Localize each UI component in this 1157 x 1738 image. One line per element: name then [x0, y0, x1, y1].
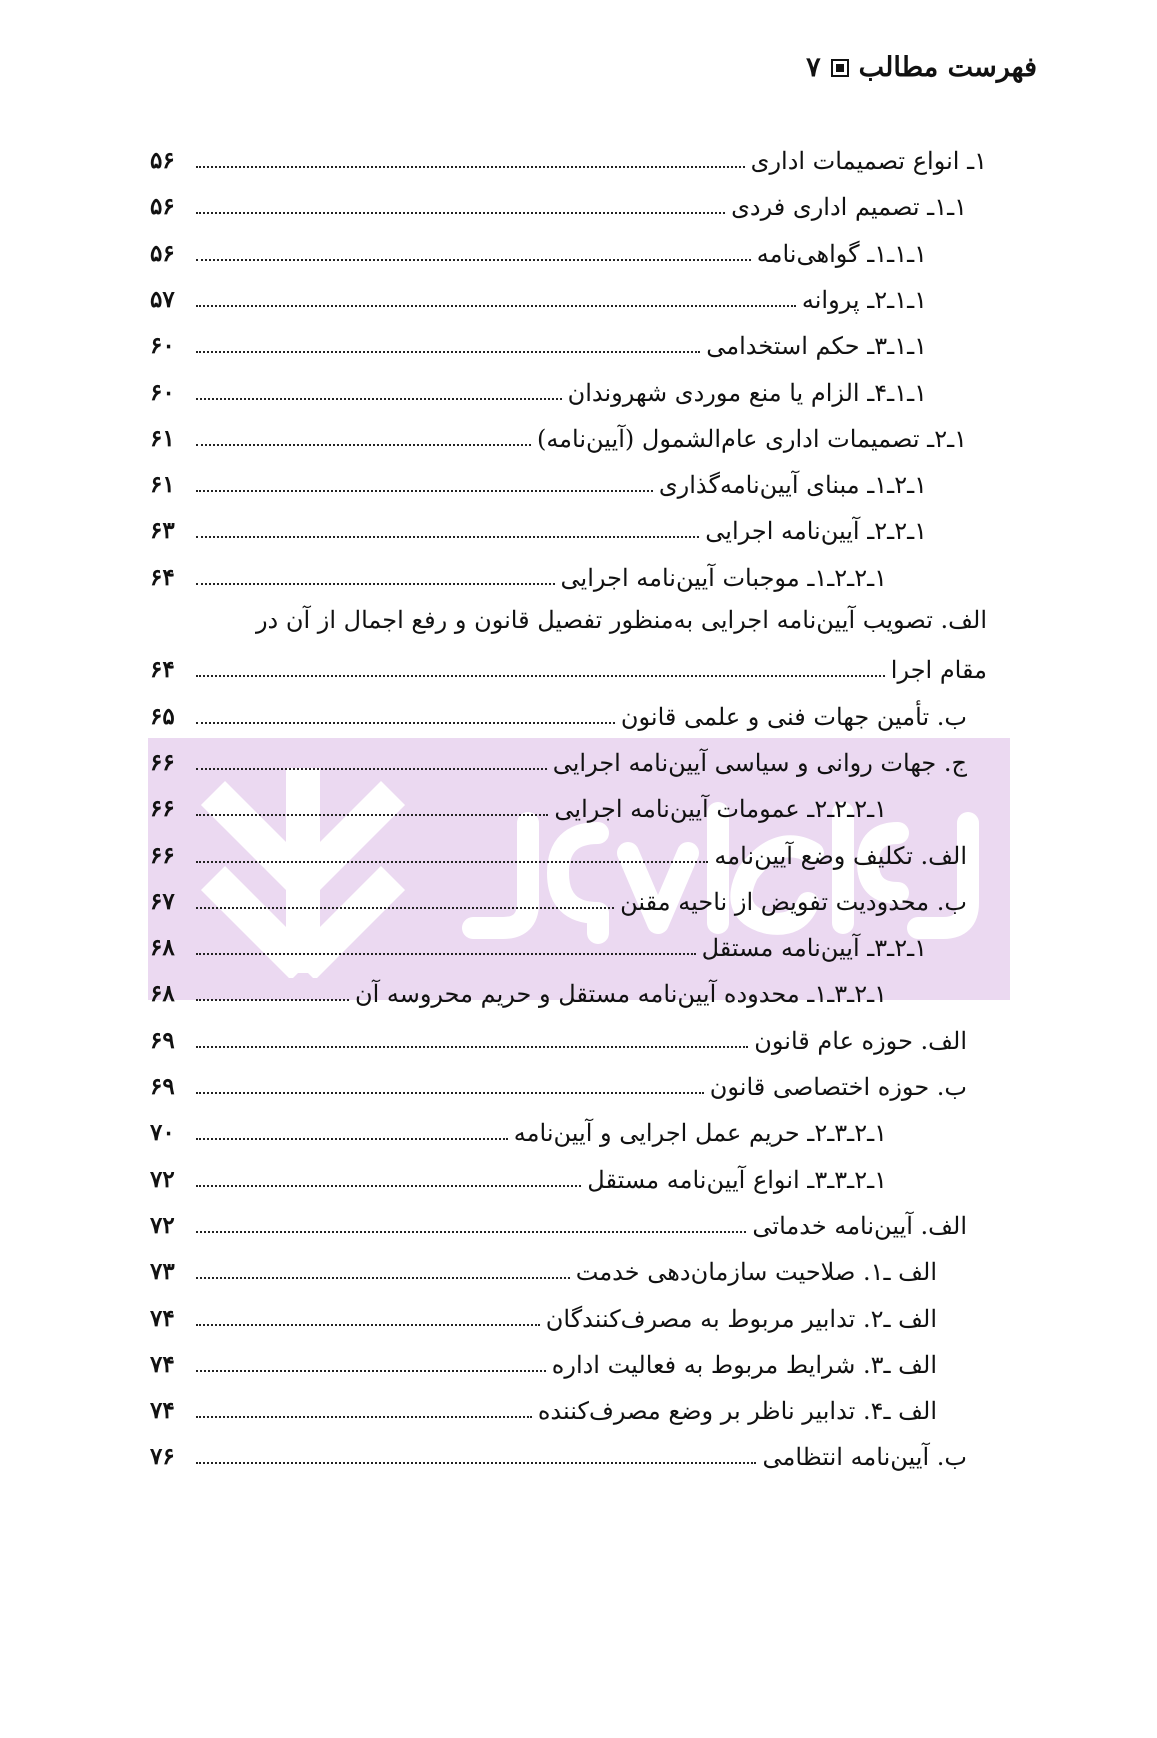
dot-leader [196, 398, 562, 400]
toc-entry-title: ۱ـ۲ـ تصمیمات اداری عام‌الشمول (آیین‌نامه) [536, 424, 967, 453]
toc-entry[interactable] [150, 1010, 967, 1056]
toc-entry-page-number: ۵۶ [150, 193, 175, 221]
toc-entry-page-number: ۵۷ [150, 285, 175, 313]
dot-leader [196, 305, 796, 307]
toc-entry[interactable] [150, 130, 987, 176]
toc-entry-title: مقام اجرا [890, 656, 987, 685]
toc-entry-title: ۱ـ۲ـ۳ـ۳ـ انواع آیین‌نامه مستقل [587, 1165, 887, 1194]
toc-entry[interactable] [150, 1241, 937, 1287]
toc-entry[interactable] [150, 362, 927, 408]
toc-entry-page-number: ۷۰ [150, 1119, 175, 1147]
toc-entry-title: ۱ـ۲ـ۲ـ۱ـ موجبات آیین‌نامه اجرایی [560, 563, 887, 592]
dot-leader [196, 351, 700, 353]
toc-entry[interactable] [150, 917, 927, 963]
dot-leader [196, 907, 614, 909]
toc-entry-title: ۱ـ۲ـ۲ـ آیین‌نامه اجرایی [705, 517, 927, 546]
toc-entry[interactable] [150, 1288, 937, 1334]
dot-leader [196, 768, 547, 770]
dot-leader [196, 490, 653, 492]
toc-entry-page-number: ۵۶ [150, 239, 175, 267]
toc-entry-page-number: ۷۴ [150, 1304, 175, 1332]
toc-entry-page-number: ۶۳ [150, 517, 175, 545]
toc-entry-title: ۱ـ۱ـ۳ـ حکم استخدامی [706, 332, 927, 361]
toc-entry[interactable] [150, 1056, 967, 1102]
header-page-number: ۷ [806, 52, 821, 83]
toc-entry[interactable] [150, 315, 927, 361]
toc-entry-page-number: ۶۰ [150, 378, 175, 406]
toc-entry-title: ۱ـ۱ـ۲ـ پروانه [801, 285, 927, 314]
running-header [120, 52, 1037, 83]
dot-leader [196, 722, 615, 724]
dot-leader [196, 999, 349, 1001]
toc-entry-page-number: ۶۶ [150, 748, 175, 776]
toc-entry-title: الف ـ۲. تدابیر مربوط به مصرف‌کنندگان [545, 1304, 937, 1333]
toc-entry-title: ۱ـ۱ـ۴ـ الزام یا منع موردی شهروندان [567, 378, 927, 407]
dot-leader [196, 1185, 581, 1187]
toc-entry-title: ۱ـ انواع تصمیمات اداری [750, 147, 987, 175]
toc-entry-page-number: ۶۱ [150, 424, 175, 452]
toc-entry-title: ب. آیین‌نامه انتظامی [762, 1443, 967, 1472]
dot-leader [196, 1416, 532, 1418]
toc-entry[interactable] [150, 454, 927, 500]
dot-leader [196, 1277, 570, 1279]
toc-entry-title: الف. آیین‌نامه خدماتی [752, 1211, 967, 1240]
toc-entry[interactable] [150, 1102, 887, 1148]
toc-entry-title: ب. محدودیت تفویض از ناحیه مقنن [620, 887, 967, 916]
toc-entry-title: ۱ـ۱ـ تصمیم اداری فردی [731, 193, 967, 222]
toc-entry-page-number: ۶۷ [150, 887, 175, 915]
toc-entry-title: الف. حوزه عام قانون [754, 1026, 967, 1055]
toc-entry-continued-text: الف. تصویب آیین‌نامه اجرایی به‌منظور تفصیل قانون و رفع اجمال از آن در [255, 606, 987, 634]
toc-entry[interactable] [150, 408, 967, 454]
dot-leader [196, 1324, 540, 1326]
toc-entry[interactable] [150, 871, 967, 917]
dot-leader [196, 861, 708, 863]
dot-leader [196, 1462, 756, 1464]
dot-leader [196, 444, 531, 446]
toc-entry-page-number: ۶۴ [150, 563, 175, 591]
toc-entry[interactable] [150, 778, 887, 824]
dot-leader [196, 953, 696, 955]
toc-entry[interactable] [150, 1380, 937, 1426]
toc-entry[interactable] [150, 963, 887, 1009]
dot-leader [196, 1231, 746, 1233]
toc-entry-page-number: ۶۶ [150, 795, 175, 823]
toc-entry[interactable] [150, 1334, 937, 1380]
toc-entry-page-number: ۶۴ [150, 656, 175, 684]
toc-entry-page-number: ۶۵ [150, 702, 175, 730]
toc-entry[interactable] [150, 176, 967, 222]
toc-entry[interactable] [150, 639, 987, 685]
dot-leader [196, 1046, 748, 1048]
toc-entry-title: ۱ـ۲ـ۳ـ۱ـ محدوده آیین‌نامه مستقل و حریم محروسه آن [354, 980, 887, 1009]
toc-entry-page-number: ۶۹ [150, 1073, 175, 1100]
toc-entry-page-number: ۷۲ [150, 1211, 175, 1239]
toc-entry-title: ب. تأمین جهات فنی و علمی قانون [620, 702, 967, 731]
toc-entry-title: ۱ـ۲ـ۳ـ۲ـ حریم عمل اجرایی و آیین‌نامه [513, 1119, 887, 1148]
dot-leader [196, 1092, 704, 1094]
toc-entry[interactable] [150, 1426, 967, 1472]
square-bullet-icon [831, 59, 849, 77]
toc-entry-page-number: ۶۰ [150, 332, 175, 360]
toc-entry[interactable] [150, 825, 967, 871]
toc-entry[interactable] [150, 223, 927, 269]
toc-entry-page-number: ۶۸ [150, 934, 175, 962]
toc-entry-page-number: ۶۹ [150, 1026, 175, 1054]
toc-entry-title: ب. حوزه اختصاصی قانون [709, 1073, 967, 1101]
toc-entry-page-number: ۷۴ [150, 1350, 175, 1378]
toc-entry-page-number: ۶۶ [150, 841, 175, 869]
toc-entry[interactable] [150, 1195, 967, 1241]
dot-leader [196, 1138, 508, 1140]
dot-leader [196, 259, 751, 261]
toc-entry-title: ۱ـ۲ـ۲ـ۲ـ عمومات آیین‌نامه اجرایی [554, 795, 887, 824]
toc-entry-page-number: ۷۲ [150, 1165, 175, 1193]
toc-entry-page-number: ۷۳ [150, 1258, 175, 1286]
toc-entry-title: ۱ـ۱ـ۱ـ گواهی‌نامه [756, 239, 927, 268]
toc-entry-title: الف ـ۳. شرایط مربوط به فعالیت اداره [551, 1350, 937, 1379]
toc-entry-page-number: ۶۱ [150, 471, 175, 499]
dot-leader [196, 1370, 546, 1372]
toc-entry[interactable] [150, 1149, 887, 1195]
dot-leader [196, 212, 725, 214]
dot-leader [196, 675, 885, 677]
toc-entry-page-number: ۶۸ [150, 980, 175, 1008]
toc-entry-page-number: ۵۶ [150, 147, 175, 174]
toc-entry-title: الف. تکلیف وضع آیین‌نامه [714, 841, 967, 870]
toc-entry-page-number: ۷۶ [150, 1443, 175, 1471]
toc-entry-page-number: ۷۴ [150, 1397, 175, 1425]
toc-entry[interactable] [150, 732, 967, 778]
header-title: فهرست مطالب [858, 52, 1037, 83]
toc-entry-title: ۱ـ۲ـ۳ـ آیین‌نامه مستقل [701, 934, 927, 963]
dot-leader [196, 166, 745, 168]
toc-entry[interactable] [150, 269, 927, 315]
dot-leader [196, 536, 699, 538]
toc-entry-title: ج. جهات روانی و سیاسی آیین‌نامه اجرایی [552, 748, 967, 777]
toc-entry[interactable] [150, 686, 967, 732]
dot-leader [196, 583, 555, 585]
dot-leader [196, 814, 548, 816]
toc-entry[interactable] [150, 547, 887, 593]
toc-entry[interactable] [150, 500, 927, 546]
toc-entry-title: ۱ـ۲ـ۱ـ مبنای آیین‌نامه‌گذاری [658, 471, 927, 500]
toc-entry-title: الف ـ۱. صلاحیت سازمان‌دهی خدمت [575, 1258, 937, 1287]
toc-entry-title: الف ـ۴. تدابیر ناظر بر وضع مصرف‌کننده [537, 1397, 937, 1426]
